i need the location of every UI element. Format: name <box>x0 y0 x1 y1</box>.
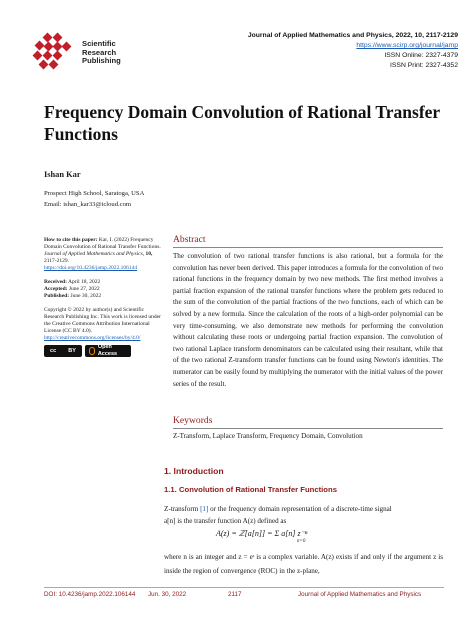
footer-journal-name: Journal of Applied Mathematics and Physics <box>298 591 422 598</box>
cite-label: How to cite this paper: <box>44 237 98 243</box>
license-badges <box>44 345 162 357</box>
abstract-heading: Abstract <box>173 234 206 245</box>
scirp-logo-icon <box>32 32 80 72</box>
received-label: Received: <box>44 279 67 285</box>
issn-print: ISSN Print: 2327-4352 <box>389 62 458 69</box>
footer-page-number: 2117 <box>228 591 242 598</box>
journal-info <box>208 31 458 71</box>
footer-divider <box>44 587 444 588</box>
cite-pages: 2117-2129. <box>44 258 70 264</box>
publisher-name-line: Research <box>82 47 117 57</box>
keywords-divider <box>173 428 443 429</box>
author-name: Ishan Kar <box>44 170 81 179</box>
author-email: Email: ishan_kar33@icloud.com <box>44 201 132 208</box>
affiliation-text: Prospect High School, Saratoga, USA <box>44 190 145 197</box>
received-date-row <box>44 279 162 286</box>
reference-link[interactable]: [1] <box>200 505 209 513</box>
published-label: Published: <box>44 293 70 299</box>
intro-paragraph-2: where n is an integer and z = eˢ is a complex variable. A(z) exists if and only if the argument z is inside the region of convergence (ROC) in the z-plane, <box>164 553 443 575</box>
cc-by-license-icon[interactable] <box>44 345 82 357</box>
open-access-lock-icon <box>89 347 95 355</box>
cite-doi-link[interactable]: https://doi.org/10.4236/jamp.2022.106144 <box>44 265 138 271</box>
accepted-label: Accepted: <box>44 286 68 292</box>
intro-text: a[n] is the transfer function A(z) defined as <box>164 516 287 525</box>
cite-text: Kar, I. (2022) Frequency Domain Convolution of Rational Transfer Functions. <box>44 237 161 250</box>
publisher-name <box>82 40 121 66</box>
intro-text: Z-transform <box>164 505 199 513</box>
published-date: June 30, 2022 <box>70 293 102 299</box>
equation-sum-limits: n=0 <box>297 539 306 544</box>
subsection-heading-convolution: 1.1. Convolution of Rational Transfer Functions <box>164 485 337 494</box>
cite-journal: Journal of Applied Mathematics and Physics, <box>44 251 145 257</box>
cite-volume: 10, <box>145 251 153 257</box>
intro-paragraph-1 <box>164 504 443 527</box>
paper-title: Frequency Domain Convolution of Rational Transfer Functions <box>44 102 440 144</box>
publisher-name-line: Scientific <box>82 39 116 48</box>
author-affiliation <box>44 188 144 210</box>
accepted-date-row <box>44 286 162 293</box>
journal-citation: Journal of Applied Mathematics and Physics, 2022, 10, 2117-2129 <box>247 32 458 39</box>
license-link[interactable]: http://creativecommons.org/licenses/by/4.0/ <box>44 335 141 341</box>
published-date-row <box>44 293 162 300</box>
ztransform-equation: A(z) = ℤ[a[n]] = Σ a[n] z⁻ⁿ <box>216 529 308 538</box>
received-date: April 18, 2022 <box>67 279 101 285</box>
abstract-divider <box>173 247 443 248</box>
citation-sidebar <box>44 237 162 357</box>
open-access-badge[interactable] <box>85 345 131 357</box>
accepted-date: June 27, 2022 <box>68 286 100 292</box>
section-heading-introduction: 1. Introduction <box>164 466 224 476</box>
journal-url-link[interactable]: https://www.scirp.org/journal/jamp <box>356 42 458 49</box>
issn-online: ISSN Online: 2327-4379 <box>384 52 458 59</box>
publisher-name-line: Publishing <box>82 56 121 65</box>
keywords-heading: Keywords <box>173 415 213 426</box>
abstract-text: The convolution of two rational transfer functions is also rational, but a formula for the convolution has never been derived. This paper introduces a formula for the convolution of two rational functions in the frequency domain by two new methods. The first method involves a partial fraction expansion of the rational transfer functions where the problem gets reduced to the sum of the convolution of the partial fractions of the two functions, each of which can be solved by a new formula. Since the calculation of the roots of a high-order polynomial can be very time-consuming, we also demonstrate new methods for performing the convolution without calculating these roots or undergoing partial fraction expansion. The convolution of two rational Laplace transform denominators can be calculated using their resultant, while that of the two rational Z-transform transfer functions can be found using Newton's identities. The numerator can be easily found by multiplying the numerator with the initial values of the power series of the result. <box>173 252 443 388</box>
footer-date: Jun. 30, 2022 <box>148 591 187 598</box>
footer-doi: DOI: 10.4236/jamp.2022.106144 <box>44 591 136 598</box>
citation-block <box>44 237 162 272</box>
copyright-text: Copyright © 2022 by author(s) and Scientific Research Publishing Inc. This work is licensed under the Creative Commons Attribution International License (CC BY 4.0). <box>44 307 161 334</box>
by-badge-label: BY <box>68 347 76 354</box>
open-access-label: Open Access <box>97 344 118 357</box>
keywords-text: Z-Transform, Laplace Transform, Frequency Domain, Convolution <box>173 432 363 440</box>
intro-text: or the frequency domain representation of a discrete-time signal <box>210 505 392 513</box>
cc-badge-label: cc <box>50 347 57 354</box>
